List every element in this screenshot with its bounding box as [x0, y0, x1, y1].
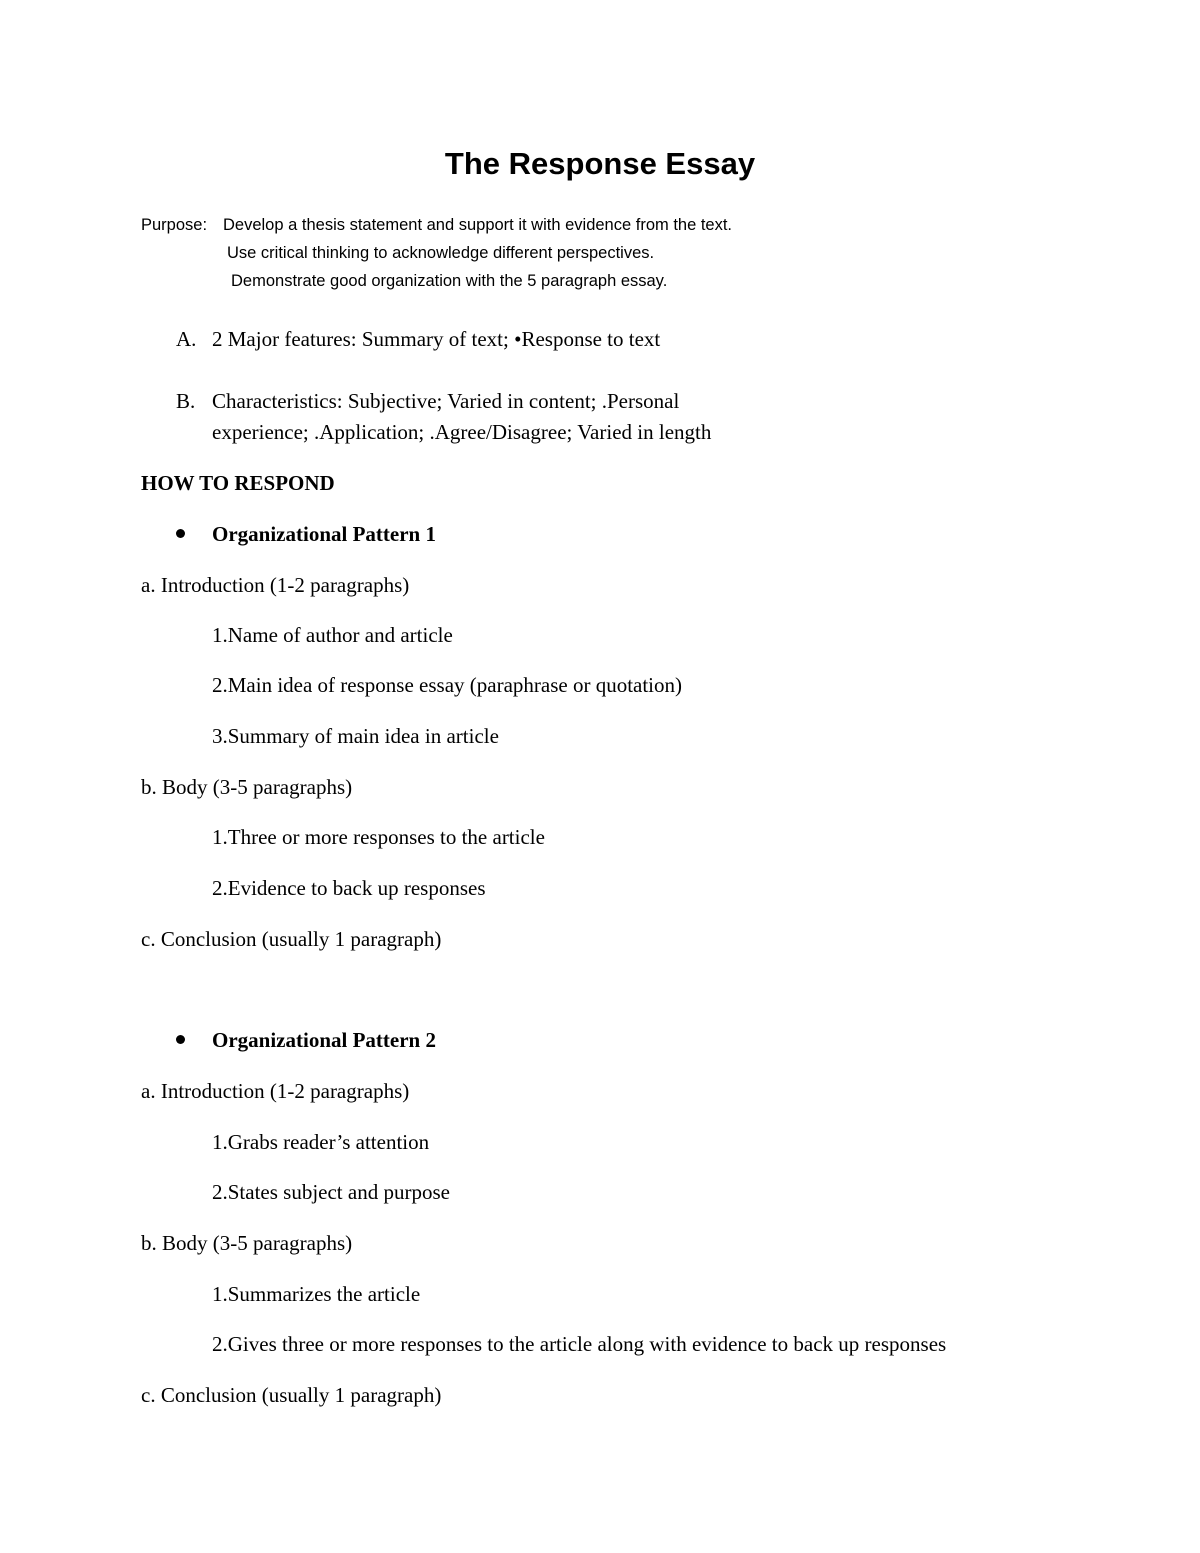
pattern-2-intro-item-1: 1.Grabs reader’s attention [212, 1130, 430, 1154]
pattern-1-body-item-1: 1.Three or more responses to the article [212, 825, 545, 849]
purpose-line-1: Develop a thesis statement and support it with evidence from the text. [223, 216, 733, 234]
purpose-label: Purpose: [141, 216, 208, 234]
pattern-2-body-item-1: 1.Summarizes the article [212, 1282, 421, 1306]
list-item-b-text-line-1: Characteristics: Subjective; Varied in content; .Personal [212, 389, 680, 413]
list-marker-a: A. [176, 327, 197, 351]
pattern-1-body: b. Body (3-5 paragraphs) [141, 775, 353, 799]
list-marker-b: B. [176, 389, 196, 413]
list-item-b-text-line-2: experience; .Application; .Agree/Disagree; Varied in length [212, 420, 712, 444]
page-title: The Response Essay [444, 146, 756, 181]
pattern-1-intro-item-3: 3.Summary of main idea in article [212, 724, 499, 748]
list-item-a-text: 2 Major features: Summary of text; •Response to text [212, 327, 661, 351]
pattern-1-intro-item-1: 1.Name of author and article [212, 623, 453, 647]
pattern-2-intro: a. Introduction (1-2 paragraphs) [141, 1079, 410, 1103]
pattern-2-heading: Organizational Pattern 2 [212, 1028, 436, 1052]
pattern-1-heading: Organizational Pattern 1 [212, 522, 436, 546]
bullet-icon [176, 1035, 185, 1044]
section-heading-how-to-respond: HOW TO RESPOND [141, 471, 335, 495]
pattern-2-intro-item-2: 2.States subject and purpose [212, 1180, 450, 1204]
purpose-line-2: Use critical thinking to acknowledge different perspectives. [227, 244, 655, 262]
pattern-2-body-item-2: 2.Gives three or more responses to the article along with evidence to back up responses [212, 1332, 947, 1356]
bullet-icon [176, 529, 185, 538]
pattern-1-intro: a. Introduction (1-2 paragraphs) [141, 573, 410, 597]
pattern-1-intro-item-2: 2.Main idea of response essay (paraphrase or quotation) [212, 673, 683, 697]
purpose-line-3: Demonstrate good organization with the 5 paragraph essay. [231, 272, 668, 290]
pattern-1-conclusion: c. Conclusion (usually 1 paragraph) [141, 927, 442, 951]
pattern-1-body-item-2: 2.Evidence to back up responses [212, 876, 486, 900]
pattern-2-body: b. Body (3-5 paragraphs) [141, 1231, 353, 1255]
pattern-2-conclusion: c. Conclusion (usually 1 paragraph) [141, 1383, 442, 1407]
